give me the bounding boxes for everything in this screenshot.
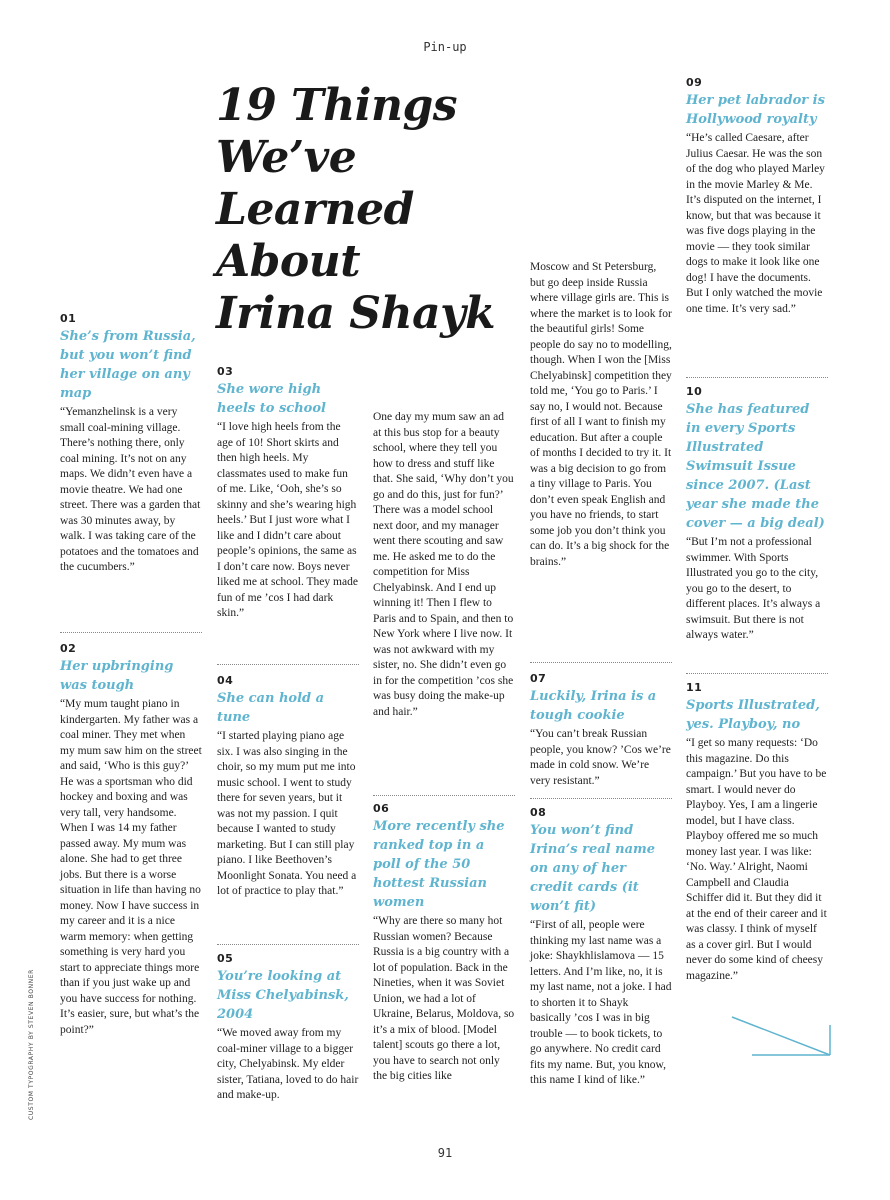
item-heading: She wore high heels to school [217,382,326,416]
divider [530,798,672,799]
divider [686,377,828,378]
item-03 [217,365,359,622]
item-heading: She has featured in every Sports Illustrated Swimsuit Issue since 2007. (Last year she made the cover — a big deal) [686,402,825,531]
item-06-continued [530,260,672,570]
item-number: 06 [373,802,390,815]
item-body: “He’s called Caesare, after Julius Caesar. He was the son of the dog who played Marley in the movie Marley & Me. It’s disputed on the internet, I know, but that was because it was five dogs playing in the movie — they took similar dogs to make it look like one dog! I have the documents. But I only watched the movie one time. It’s very sad.” [686,132,825,315]
item-number: 02 [60,642,77,655]
item-body: “First of all, people were thinking my last name was a joke: Shaykhlislamova — 15 letters. And I’m like, no, it is my last name, not a joke. I had to shorten it to Shayk basically ’cos I was in big trouble — to book tickets, to go anywhere. No credit card fits my name. But, you know, this name I kind of like.” [530,919,672,1086]
item-heading: More recently she ranked top in a poll of the 50 hottest Russian women [373,819,505,910]
item-04 [217,674,359,900]
item-number: 09 [686,76,703,89]
headline-line-3: Learned [216,184,414,235]
divider [530,662,672,663]
headline-line-5: Irina Shayk [216,288,496,339]
item-05 [217,952,359,1104]
item-number: 03 [217,365,234,378]
item-05-continued [373,410,515,720]
item-02 [60,642,202,1038]
section-label: Pin-up [423,40,467,54]
item-body: “I love high heels from the age of 10! Short skirts and then high heels. My classmates used to make fun of me. Like, ‘Ooh, she’s so skinny and she’s wearing high heels.’ But I just wore what I like and I didn’t care about people’s opinions, the same as I don’t care now. Boys never liked me at school. They made fun of me ’cos I had dark skin.” [217,421,358,619]
article-headline [216,80,536,340]
item-heading: Luckily, Irina is a tough cookie [530,689,657,723]
divider [373,795,515,796]
page-number: 91 [437,1146,453,1160]
item-body: “I started playing piano age six. I was also singing in the choir, so my mum put me into music school. I went to study there for seven years, but it was not my passion. I quit because I wanted to study marketing. But I can still play piano. I like Beethoven’s Moonlight Sonata. You need a lot of practice to play that.” [217,730,357,897]
typography-credit: CUSTOM TYPOGRAPHY BY STEVEN BONNER [28,969,35,1120]
item-number: 08 [530,806,547,819]
item-number: 07 [530,672,547,685]
item-body: “But I’m not a professional swimmer. With Sports Illustrated you go to the city, you go to the desert, to different places. It’s always a swimsuit. But there is not always water.” [686,536,821,641]
item-number: 11 [686,681,703,694]
item-body: Moscow and St Petersburg, but go deep inside Russia where village girls are. This is where the market is to look for the beautiful girls! Some people do say no to modelling, though. When I won the [Miss Chelyabinsk] competition they told me, ‘You go to Paris.’ I say no, I would not. Because first of all I want to finish my education. But after a couple of months I decided to try it. It was a big decision to go from a tiny village to Paris. You don’t even speak English and you have no friends, to start some job you don’t think you can do. It’s a big shock for the brains.” [530,261,672,568]
item-number: 04 [217,674,234,687]
item-08 [530,806,672,1089]
item-body: “Yemanzhelinsk is a very small coal-mining village. There’s nothing there, only coal mining. It’s not on any maps. We didn’t even have a movie theatre. We had one street. There was a garden that was 30 minutes away, by walk. I was taking care of the potatoes and the tomatoes and the cucumbers.” [60,406,201,573]
item-heading: Sports Illustrated, yes. Playboy, no [686,698,820,732]
divider [217,944,359,945]
item-number: 01 [60,312,77,325]
headline-line-2: We’ve [216,132,357,183]
item-body: One day my mum saw an ad at this bus stop for a beauty school, where they tell you how to dress and stuff like that. She said, ‘Why don’t you go and do this, just for fun?’ There was a model school next door, and my manager went there scouting and saw me. He asked me to do the competition for Miss Chelyabinsk. And I end up winning it! Then I flew to Paris and to Spain, and then to New York where I live now. It was not awkward with my sister, no. She didn’t even go in for the competition ’cos she was busy doing the make-up and hair.” [373,411,514,718]
item-heading: You’re looking at Miss Chelyabinsk, 2004 [217,969,349,1022]
item-06 [373,802,515,1085]
arrow-icon [730,1015,848,1059]
item-heading: Her pet labrador is Hollywood royalty [686,93,825,127]
divider [60,632,202,633]
item-heading: Her upbringing was tough [60,659,174,693]
item-01 [60,312,202,576]
item-10 [686,385,828,644]
item-07 [530,672,672,789]
divider [686,673,828,674]
item-heading: She’s from Russia, but you won’t find her village on any map [60,329,196,401]
item-body: “I get so many requests: ‘Do this magazine. Do this campaign.’ But you have to be smart. I would never do Playboy. Yes, I am a lingerie model, but I have class. Playboy offered me so much money last year. I was like: ‘No. Way.’ Alright, Naomi Campbell and Claudia Schiffer did it. But they did it at the end of their career and it was classy. I think of myself as a cover girl. But I would never do some kind of cheesy magazine.” [686,737,827,982]
item-number: 05 [217,952,234,965]
headline-line-1: 19 Things [216,80,458,131]
item-11 [686,681,828,984]
item-number: 10 [686,385,703,398]
item-body: “Why are there so many hot Russian women? Because Russia is a big country with a lot of population. Back in the Nineties, when it was Soviet Union, we had a lot of Ukraine, Belarus, Moldova, so it’s a mix of blood. [Model talent] scouts go there a lot, you have to search not only the big cities like [373,915,515,1082]
item-heading: She can hold a tune [217,691,325,725]
item-body: “My mum taught piano in kindergarten. My father was a coal miner. They met when my mum saw him on the street and said, ‘Who is this guy?’ He was a sportsman who did hockey and boxing and was very tall, very handsome. When I was 14 my father passed away. My mum was alone. She had to get three jobs. But there is a worse situation in life than having no money. Now I have success in my career and it is a nice warm memory: when getting something is very hard you start to appreciate things more than if you just wake up and you have success for nothing. It’s easier, sure, but what’s the point?” [60,698,202,1036]
item-heading: You won’t find Irina’s real name on any of her credit cards (it won’t fit) [530,823,656,914]
item-09 [686,76,828,317]
headline-line-4: About [216,236,361,287]
divider [217,664,359,665]
item-body: “We moved away from my coal-miner village to a bigger city, Chelyabinsk. My elder sister, Tatiana, loved to do hair and make-up. [217,1027,359,1101]
item-body: “You can’t break Russian people, you know? ’Cos we’re made in cold snow. We’re very resistant.” [530,728,671,787]
